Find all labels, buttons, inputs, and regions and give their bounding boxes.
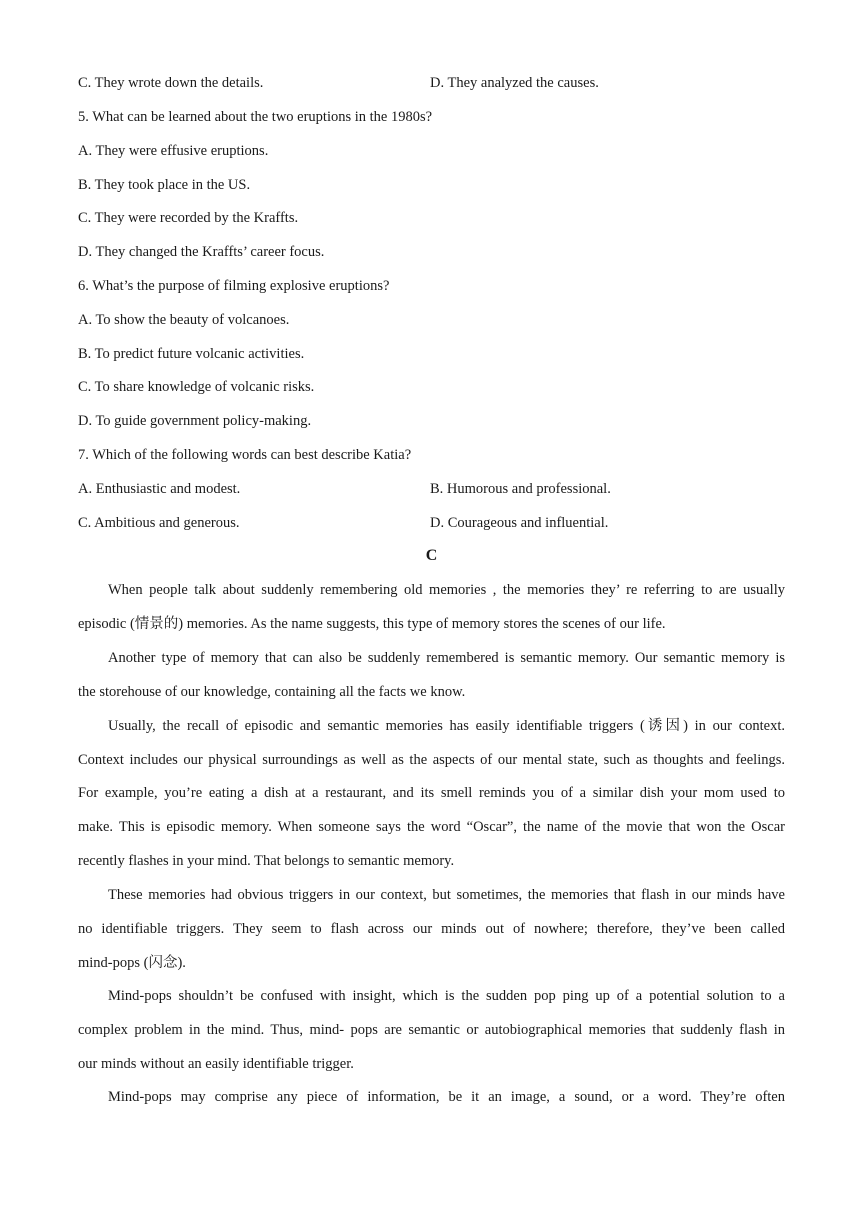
- paragraph-line: the storehouse of our knowledge, containing all the facts we know.: [78, 684, 466, 700]
- paragraph-line: recently flashes in your mind. That belongs to semantic memory.: [78, 853, 455, 869]
- paragraph-line: These memories had obvious triggers in our context, but sometimes, the memories that flash in our minds have: [108, 887, 785, 903]
- q6-option-c: C. To share knowledge of volcanic risks.: [78, 379, 315, 395]
- paragraph-line: For example, you’re eating a dish at a restaurant, and its smell reminds you of a similar dish your mom used to: [78, 785, 785, 801]
- q6-question: 6. What’s the purpose of filming explosive eruptions?: [78, 278, 390, 294]
- q5-option-b: B. They took place in the US.: [78, 177, 251, 193]
- paragraph-line: no identifiable triggers. They seem to flash across our minds out of nowhere; therefore, they’ve been called: [78, 921, 785, 937]
- q7-option-d: D. Courageous and influential.: [430, 515, 609, 531]
- paragraph-line: Mind-pops shouldn’t be confused with insight, which is the sudden pop ping up of a potential solution to a: [108, 988, 785, 1004]
- q4-option-c: C. They wrote down the details.: [78, 75, 264, 91]
- q5-option-c: C. They were recorded by the Kraffts.: [78, 210, 299, 226]
- paragraph-line: our minds without an easily identifiable trigger.: [78, 1056, 354, 1072]
- section-heading: C: [425, 547, 438, 564]
- paragraph-line: Context includes our physical surroundings as well as the aspects of our mental state, such as thoughts and feelings.: [78, 752, 785, 768]
- paragraph-line: complex problem in the mind. Thus, mind- pops are semantic or autobiographical memories that suddenly flash in: [78, 1022, 785, 1038]
- q4-option-d: D. They analyzed the causes.: [430, 75, 599, 91]
- paragraph-line: Mind-pops may comprise any piece of information, be it an image, a sound, or a word. They’re often: [108, 1089, 785, 1105]
- q6-option-a: A. To show the beauty of volcanoes.: [78, 312, 290, 328]
- paragraph-line: Usually, the recall of episodic and semantic memories has easily identifiable triggers (诱因) in our context.: [108, 718, 785, 734]
- q4-options-row: [78, 73, 785, 93]
- q5-option-d: D. They changed the Kraffts’ career focus.: [78, 244, 325, 260]
- q7-option-b: B. Humorous and professional.: [430, 481, 611, 497]
- q7-options-row-1: [78, 479, 785, 499]
- paragraph-line: Another type of memory that can also be suddenly remembered is semantic memory. Our semantic memory is: [108, 650, 785, 666]
- paragraph-line: mind-pops (闪念).: [78, 955, 186, 971]
- q5-option-a: A. They were effusive eruptions.: [78, 143, 269, 159]
- q5-question: 5. What can be learned about the two eruptions in the 1980s?: [78, 109, 433, 125]
- paragraph-line: When people talk about suddenly remembering old memories , the memories they’ re referring to are usually: [108, 582, 785, 598]
- q7-option-c: C. Ambitious and generous.: [78, 515, 240, 531]
- paragraph-line: episodic (情景的) memories. As the name suggests, this type of memory stores the scenes of our life.: [78, 616, 666, 632]
- q6-option-d: D. To guide government policy-making.: [78, 413, 312, 429]
- q7-options-row-2: [78, 513, 785, 533]
- paragraph-line: make. This is episodic memory. When someone says the word “Oscar”, the name of the movie that won the Oscar: [78, 819, 785, 835]
- q7-option-a: A. Enthusiastic and modest.: [78, 481, 241, 497]
- q7-question: 7. Which of the following words can best describe Katia?: [78, 447, 412, 463]
- q6-option-b: B. To predict future volcanic activities.: [78, 346, 305, 362]
